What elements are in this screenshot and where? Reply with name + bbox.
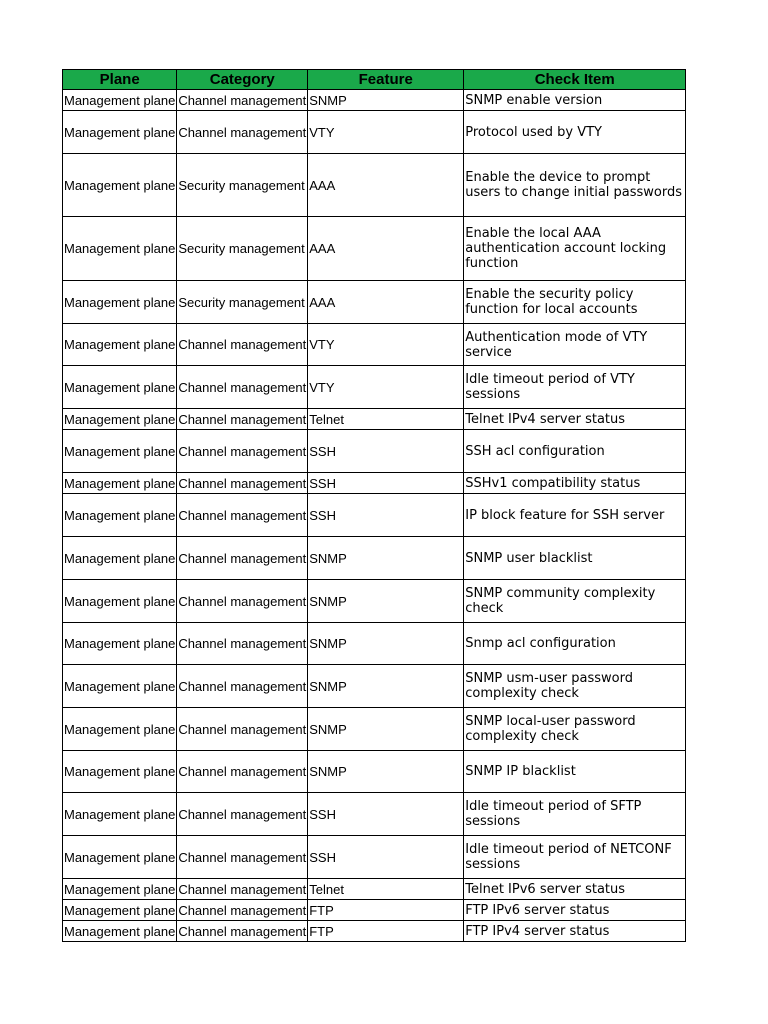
cell-feature: SSH	[308, 494, 464, 537]
cell-feature: SNMP	[308, 537, 464, 580]
cell-check-item: FTP IPv6 server status	[464, 900, 686, 921]
cell-category: Channel management	[177, 366, 308, 409]
cell-check-item: SSHv1 compatibility status	[464, 473, 686, 494]
cell-check-item: SNMP usm-user password complexity check	[464, 665, 686, 708]
cell-category: Security management	[177, 217, 308, 281]
cell-check-item: IP block feature for SSH server	[464, 494, 686, 537]
cell-category: Channel management	[177, 623, 308, 665]
cell-category: Security management	[177, 154, 308, 217]
cell-category: Channel management	[177, 494, 308, 537]
cell-category: Channel management	[177, 921, 308, 942]
header-feature: Feature	[308, 70, 464, 90]
cell-category: Channel management	[177, 708, 308, 751]
cell-category: Channel management	[177, 90, 308, 111]
cell-category: Channel management	[177, 580, 308, 623]
cell-check-item: SNMP IP blacklist	[464, 751, 686, 793]
cell-check-item: Idle timeout period of NETCONF sessions	[464, 836, 686, 879]
cell-feature: FTP	[308, 900, 464, 921]
cell-check-item: SNMP user blacklist	[464, 537, 686, 580]
cell-check-item: SSH acl configuration	[464, 430, 686, 473]
cell-feature: Telnet	[308, 879, 464, 900]
table-row	[63, 623, 686, 665]
cell-feature: SSH	[308, 793, 464, 836]
cell-feature: SNMP	[308, 90, 464, 111]
cell-feature: SSH	[308, 473, 464, 494]
cell-category: Channel management	[177, 324, 308, 366]
cell-feature: SNMP	[308, 665, 464, 708]
cell-plane: Management plane	[63, 473, 177, 494]
cell-plane: Management plane	[63, 537, 177, 580]
cell-check-item: Telnet IPv6 server status	[464, 879, 686, 900]
table-row	[63, 665, 686, 708]
cell-check-item: Protocol used by VTY	[464, 111, 686, 154]
cell-check-item: Snmp acl configuration	[464, 623, 686, 665]
cell-feature: SSH	[308, 430, 464, 473]
cell-plane: Management plane	[63, 430, 177, 473]
cell-plane: Management plane	[63, 217, 177, 281]
cell-plane: Management plane	[63, 281, 177, 324]
cell-feature: FTP	[308, 921, 464, 942]
cell-plane: Management plane	[63, 494, 177, 537]
cell-category: Channel management	[177, 665, 308, 708]
cell-feature: VTY	[308, 366, 464, 409]
cell-feature: SNMP	[308, 708, 464, 751]
cell-category: Channel management	[177, 111, 308, 154]
cell-category: Channel management	[177, 879, 308, 900]
table-row	[63, 409, 686, 430]
cell-plane: Management plane	[63, 623, 177, 665]
cell-check-item: Enable the device to prompt users to change initial passwords	[464, 154, 686, 217]
table-row	[63, 580, 686, 623]
table-row	[63, 836, 686, 879]
cell-plane: Management plane	[63, 900, 177, 921]
cell-category: Channel management	[177, 836, 308, 879]
table-row	[63, 921, 686, 942]
cell-check-item: Enable the local AAA authentication account locking function	[464, 217, 686, 281]
cell-check-item: Enable the security policy function for local accounts	[464, 281, 686, 324]
table-row	[63, 324, 686, 366]
table-row	[63, 111, 686, 154]
cell-category: Channel management	[177, 537, 308, 580]
table-row	[63, 900, 686, 921]
cell-feature: SNMP	[308, 580, 464, 623]
table-row	[63, 494, 686, 537]
cell-feature: SNMP	[308, 623, 464, 665]
table-body	[63, 90, 686, 942]
table-row	[63, 473, 686, 494]
cell-feature: SNMP	[308, 751, 464, 793]
table-row	[63, 90, 686, 111]
cell-plane: Management plane	[63, 409, 177, 430]
cell-category: Security management	[177, 281, 308, 324]
cell-plane: Management plane	[63, 154, 177, 217]
table-row	[63, 217, 686, 281]
cell-category: Channel management	[177, 409, 308, 430]
table-row	[63, 366, 686, 409]
cell-category: Channel management	[177, 430, 308, 473]
cell-plane: Management plane	[63, 793, 177, 836]
cell-plane: Management plane	[63, 708, 177, 751]
cell-check-item: FTP IPv4 server status	[464, 921, 686, 942]
table-row	[63, 154, 686, 217]
table-row	[63, 430, 686, 473]
cell-check-item: Idle timeout period of SFTP sessions	[464, 793, 686, 836]
table-header	[63, 70, 686, 90]
cell-plane: Management plane	[63, 90, 177, 111]
cell-feature: VTY	[308, 324, 464, 366]
cell-feature: VTY	[308, 111, 464, 154]
check-item-table	[62, 69, 686, 942]
cell-plane: Management plane	[63, 366, 177, 409]
header-row	[63, 70, 686, 90]
table-row	[63, 281, 686, 324]
cell-plane: Management plane	[63, 665, 177, 708]
table-row	[63, 537, 686, 580]
table-row	[63, 793, 686, 836]
cell-plane: Management plane	[63, 580, 177, 623]
cell-plane: Management plane	[63, 836, 177, 879]
cell-check-item: Telnet IPv4 server status	[464, 409, 686, 430]
cell-category: Channel management	[177, 900, 308, 921]
cell-feature: AAA	[308, 281, 464, 324]
cell-plane: Management plane	[63, 751, 177, 793]
cell-feature: AAA	[308, 217, 464, 281]
cell-check-item: Authentication mode of VTY service	[464, 324, 686, 366]
cell-feature: Telnet	[308, 409, 464, 430]
cell-check-item: SNMP enable version	[464, 90, 686, 111]
cell-category: Channel management	[177, 793, 308, 836]
cell-feature: AAA	[308, 154, 464, 217]
header-category: Category	[177, 70, 308, 90]
cell-plane: Management plane	[63, 324, 177, 366]
header-check-item: Check Item	[464, 70, 686, 90]
table-row	[63, 751, 686, 793]
cell-category: Channel management	[177, 473, 308, 494]
cell-plane: Management plane	[63, 111, 177, 154]
cell-check-item: SNMP local-user password complexity check	[464, 708, 686, 751]
cell-check-item: SNMP community complexity check	[464, 580, 686, 623]
header-plane: Plane	[63, 70, 177, 90]
cell-feature: SSH	[308, 836, 464, 879]
cell-check-item: Idle timeout period of VTY sessions	[464, 366, 686, 409]
cell-category: Channel management	[177, 751, 308, 793]
table-row	[63, 879, 686, 900]
cell-plane: Management plane	[63, 879, 177, 900]
table-row	[63, 708, 686, 751]
cell-plane: Management plane	[63, 921, 177, 942]
